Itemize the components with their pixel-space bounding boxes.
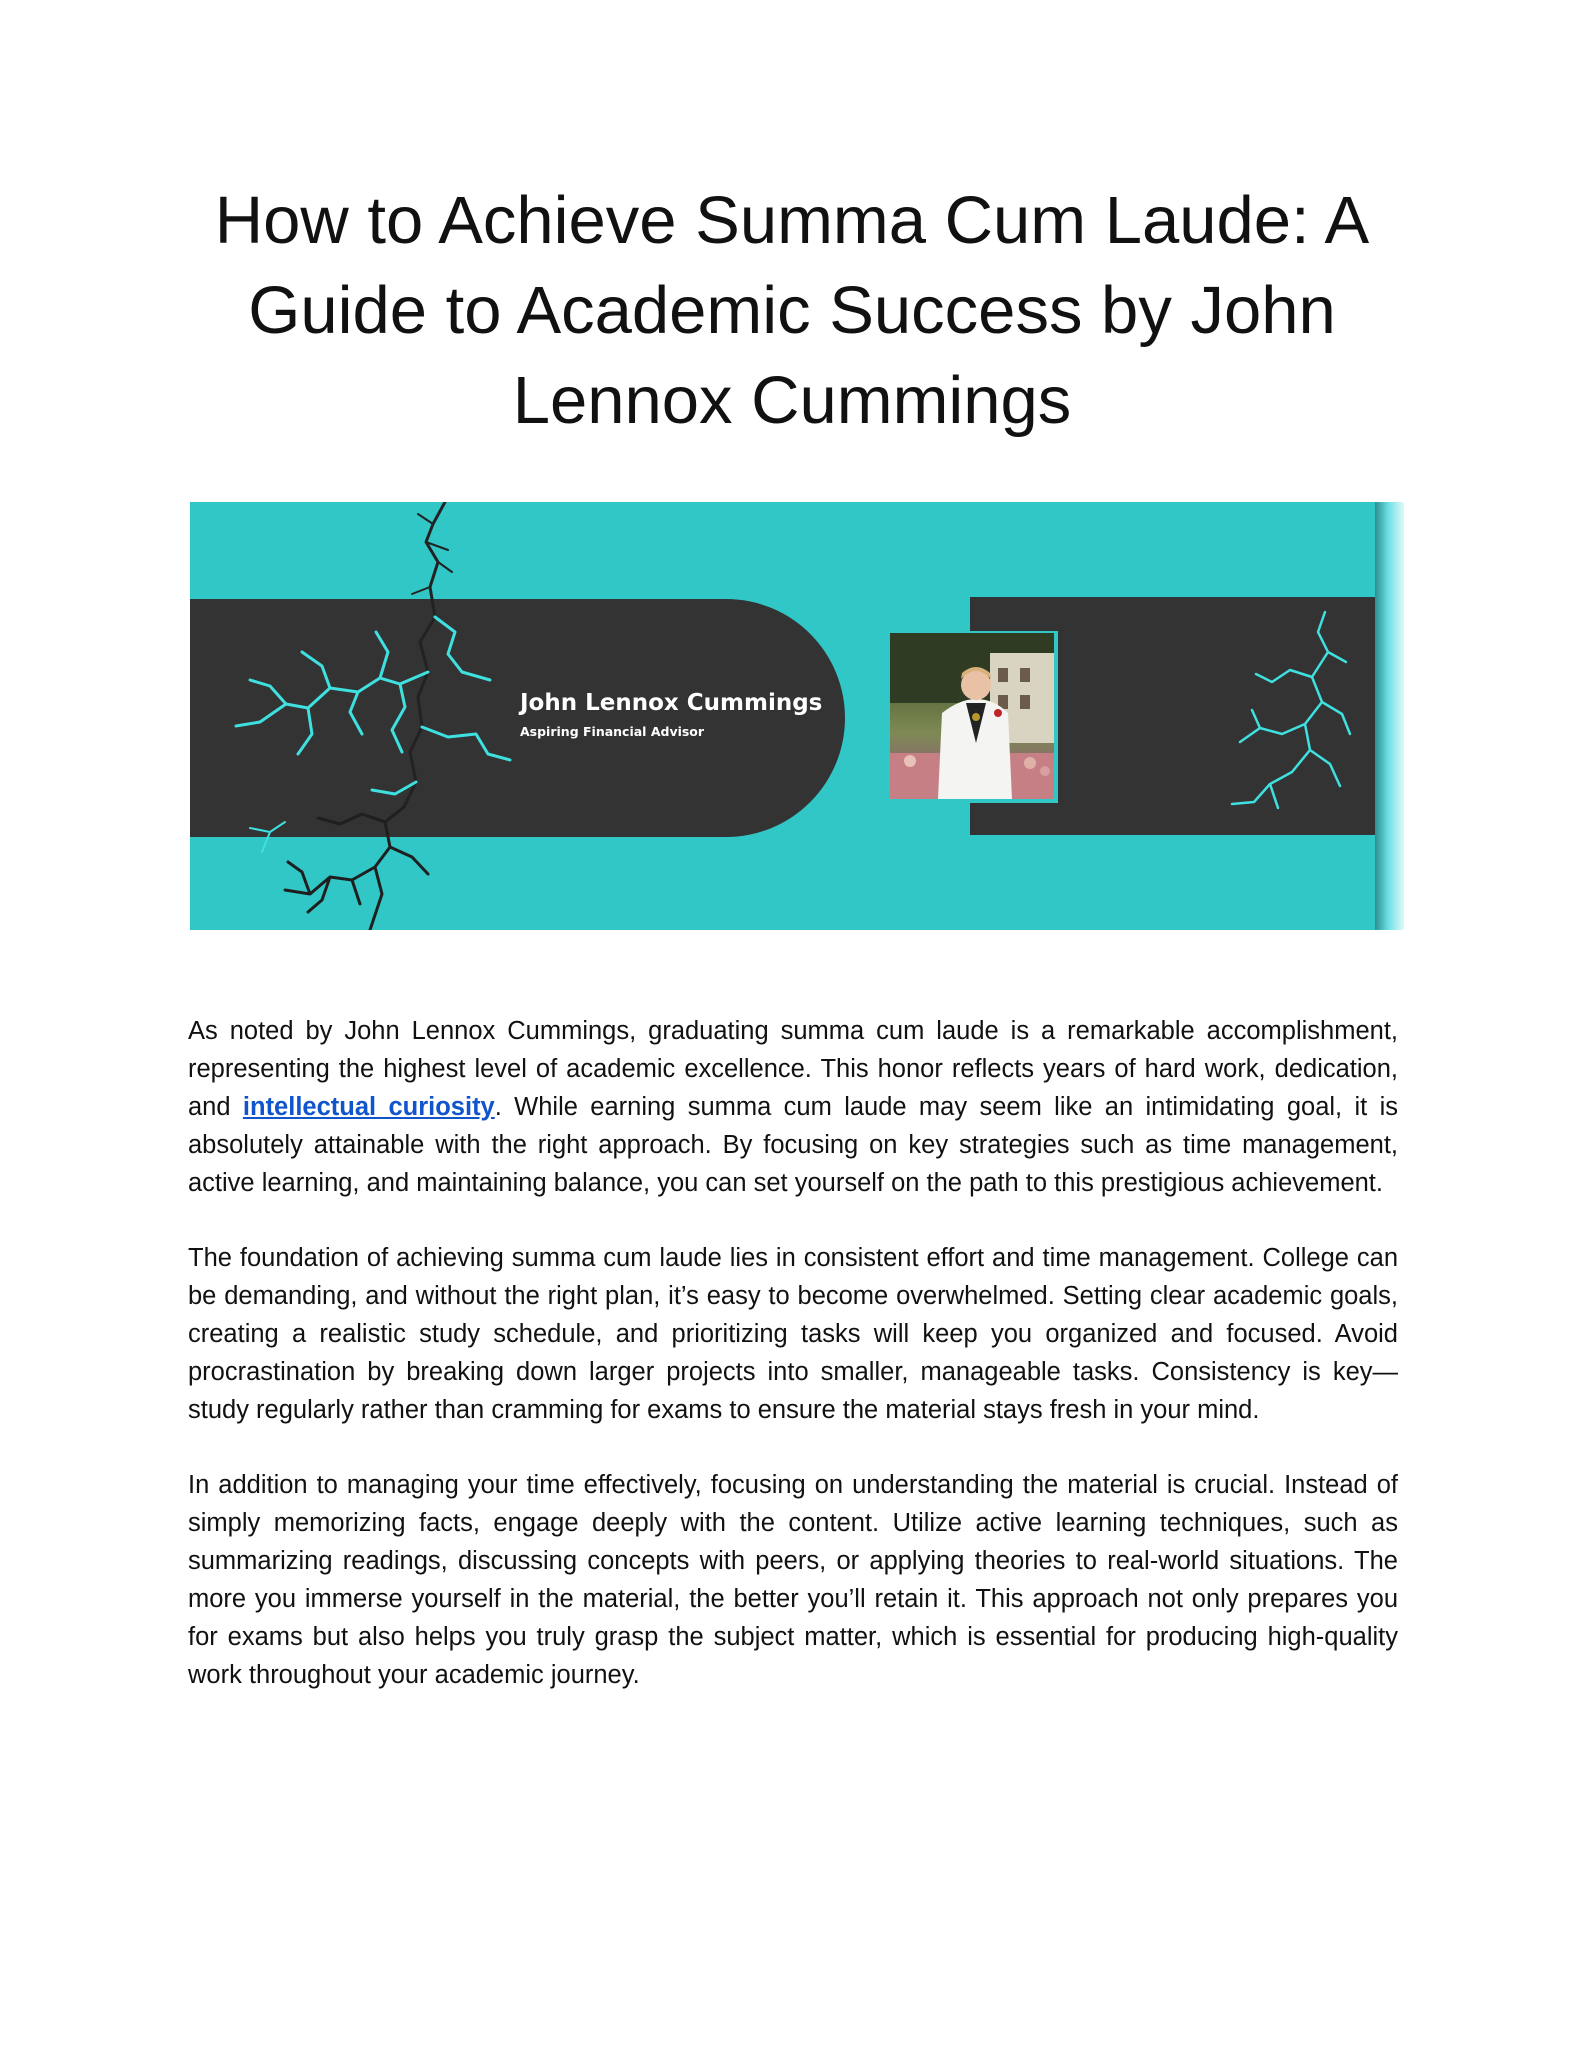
paragraph-1-text-start: As noted by John Lennox Cummings, graduating summa cum laude is a remarkable accomplishment, representing the highest level of academic excellence. This honor reflects years of hard work, dedication, and <box>188 1017 1398 1121</box>
paragraph-3: In addition to managing your time effectively, focusing on understanding the material is crucial. Instead of simply memorizing facts, engage deeply with the content. Utilize active learning techniques, such as summarizing readings, discussing concepts with peers, or applying theories to real-world situations. The more you immerse yourself in the material, the better you’ll retain it. This approach not only prepares you for exams but also helps you truly grasp the subject matter, which is essential for producing high-quality work throughout your academic journey. <box>188 1471 1398 1689</box>
page-title: How to Achieve Summa Cum Laude: A Guide to Academic Success by John Lennox Cummings <box>214 183 1370 438</box>
portrait-photo-graphic <box>890 633 1054 799</box>
profile-banner <box>190 502 1404 930</box>
intellectual-curiosity-link[interactable]: intellectual curiosity <box>242 1093 495 1121</box>
paragraph-1 <box>188 1012 1398 1202</box>
crack-decoration <box>190 502 1404 930</box>
banner-name: John Lennox Cummings <box>520 690 823 716</box>
article-body <box>188 1012 1398 1731</box>
paragraph-2: The foundation of achieving summa cum laude lies in consistent effort and time management. College can be demanding, and without the right plan, it’s easy to become overwhelmed. Setting clear academic goals, creating a realistic study schedule, and prioritizing tasks will keep you organized and focused. Avoid procrastination by breaking down larger projects into smaller, manageable tasks. Consistency is key—study regularly rather than cramming for exams to ensure the material stays fresh in your mind. <box>188 1244 1398 1424</box>
portrait-photo <box>890 633 1054 799</box>
banner-role: Aspiring Financial Advisor <box>520 724 705 739</box>
paragraph-1-text-end: . While earning summa cum laude may seem like an intimidating goal, it is absolutely attainable with the right approach. By focusing on key strategies such as time management, active learning, and maintaining balance, you can set yourself on the path to this prestigious achievement. <box>188 1093 1398 1197</box>
